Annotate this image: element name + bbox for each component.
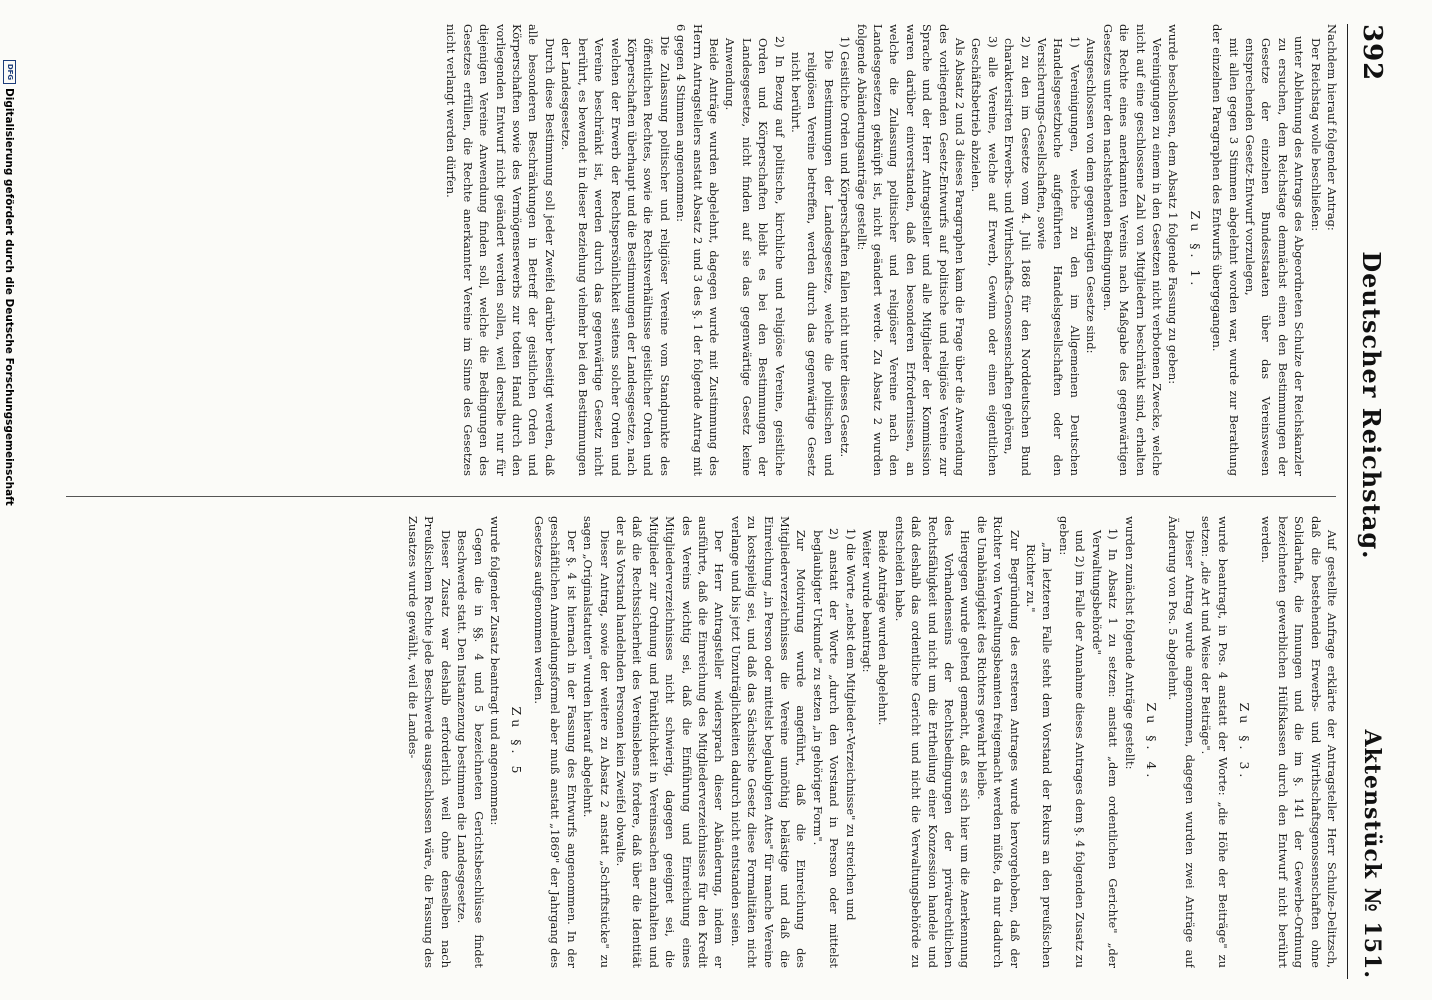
paragraph: 3) alle Vereine, welche auf Erwerb, Gewinn oder einen eigentlichen Geschäftsbetrieb abzielen. [969, 36, 1000, 476]
section-heading: Zu §. 5 [509, 706, 525, 778]
paragraph: „Im letzteren Falle steht dem Vorstand der Rekurs an den preußischen Richter zu." [1024, 542, 1055, 968]
paragraph: Die Bestimmungen der Landesgesetze, welche die politischen und religiösen Vereine betreffen, werden durch das gegenwärtige Gesetz nicht berührt. [789, 50, 836, 476]
paragraph: 1) Vereinigungen, welche zu den im Allgemeinen Deutschen Handelsgesetzbuche aufgeführten Handelsgesellschaften oder den Versicherungs-Gesellschaften, sowie [1035, 36, 1082, 476]
paragraph: Vereinigungen zu einem in den Gesetzen nicht verbotenen Zwecke, welche nicht auf eine geschlossene Zahl von Mitgliedern beschränkt sind, erhalten die Rechte eines anerkannten Vereins nach Maßgabe des gegenwärtigen Gesetzes unter den nachstehenden Bedingungen. [1100, 24, 1164, 476]
page-header [1352, 24, 1392, 979]
paragraph: 2) zu den im Gesetze vom 4. Juli 1868 für den Norddeutschen Bund charakterisirten Erwerbs- und Wirthschafts-Genossenschaften gehören, [1002, 36, 1033, 476]
running-title: Deutscher Reichstag. [1357, 251, 1387, 560]
paragraph: Der Herr Antragsteller widersprach dieser Abänderung, indem er ausführte, daß die Einreichung des Mitgliederverzeichnisses für den Kredit des Vereins wichtig sei, daß die Einführung und Einreichung eines Mitgliederverzeichnisses nicht schwierig, dagegen geeignet sei, die Mitglieder zur Ordnung und Pünktlichkeit in Vereinssachen anzuhalten und daß die Rechtssicherheit des Vereinslebens fordere, daß über die Identität der als Vorstand handelnden Personen kein Zweifel obwalte. [613, 516, 727, 968]
paragraph: Der Reichstag wolle beschließen: [1308, 38, 1323, 232]
paragraph: unter Ablehnung des Antrags des Abgeordneten Schulze der Reichskanzler zu ersuchen, dem Reichstage demnächst einen den Bestimmungen der Gesetze der einzelnen Bundesstaaten über das Vereinswesen entsprechenden Gesetz-Entwurf vorzulegen, [1242, 36, 1307, 476]
digitization-note: Digitalisierung gefördert durch die Deutsche Forschungsgemeinschaft [3, 88, 16, 506]
header-rule [1347, 24, 1348, 979]
paragraph: 1) In Absatz 1 zu setzen: anstatt „dem ordentlichen Gerichte" „der Verwaltungsbehörde" [1089, 528, 1121, 968]
paragraph: 2) anstatt der Worte „durch den Vorstand in Person oder mittelst beglaubigter Urkunde" zu setzen „in gehöriger Form". [810, 528, 842, 968]
paragraph: Zur Motivirung wurde angeführt, daß die Einreichung des Mitgliederverzeichnisses die Vereine unnöthig belästige und daß die Einreichung „in Person oder mittelst beglaubigten Attes" für manche Vereine zu kostspielig sei, und daß das Sächsische Gesetz diese Formalitäten nicht verlange und bis jetzt Unzuträglichkeiten dadurch nicht entstanden seien. [728, 516, 809, 968]
paragraph: Dieser Antrag wurde angenommen, dagegen wurden zwei Anträge auf Änderung von Pos. 5 abgelehnt. [1166, 516, 1197, 968]
column-divider [66, 496, 1336, 497]
paragraph: Auf gestellte Anfrage erklärte der Antragsteller Herr Schulze-Delitzsch, daß die bestehenden Erwerbs- und Wirthschaftsgenossenschaften ohne Solidarhaft, die Innungen und die im §. 141 der Gewerbe-Ordnung bezeichneten gewerblichen Hülfskassen durch den Entwurf nicht berührt werden. [1259, 516, 1339, 968]
dfg-logo-icon: DFG [3, 60, 16, 84]
page-number: 392 [1357, 24, 1387, 82]
section-heading: Zu §. 3. [1236, 702, 1252, 782]
paragraph: Die Zulassung politischer und religiöser Vereine vom Standpunkte des öffentlichen Rechtes, sowie die Rechtsverhältnisse geistlicher Orden und Körperschaften überhaupt und die Bestimmungen der Landesgesetze, nach welchen der Erwerb der Rechtspersönlichkeit seitens solcher Orden und Vereine beschränkt ist, werden durch das gegenwärtige Gesetz nicht berührt, es bewendet in dieser Beziehung vielmehr bei den Bestimmungen der Landesgesetze. [559, 36, 672, 476]
paragraph: wurde beantragt, in Pos. 4 anstatt der Worte: „die Höhe der Beiträge" zu setzen: „die Art und Weise der Beiträge". [1199, 516, 1230, 968]
paragraph: Dieser Zusatz war deshalb erforderlich weil ohne denselben nach Preußischem Rechte jede Beschwerde ausgeschlossen wäre, die Fassung des Zusatzes wurde gewählt, weil die Landes- [406, 516, 453, 968]
paragraph: Als Absatz 2 und 3 dieses Paragraphen kam die Frage über die Anwendung des vorliegenden Gesetz-Entwurfs auf politische und religiöse Vereine zur Sprache und der Herr Antragsteller und alle Mitglieder der Kommission waren darüber einverstanden, daß den besonderen Erfordernissen, an welche die Zulassung politischer und religiöser Vereine nach den Landesgesetzen geknüpft ist, nicht geändert werde. Zu Absatz 2 wurden folgende Abänderungsanträge gestellt: [854, 24, 968, 476]
paragraph: Ausgeschlossen von dem gegenwärtigen Gesetze sind: [1084, 38, 1099, 354]
paragraph: Nachdem hierauf folgender Antrag: [1325, 24, 1339, 231]
paragraph: Zur Begründung des ersteren Antrages wurde hervorgehoben, daß der Richter von Verwaltungsbeamten freigemacht werden müßte, da nur dadurch die Unabhängigkeit des Richters gewahrt bleibe. [974, 516, 1022, 968]
paragraph: Beide Anträge wurden abgelehnt. [876, 530, 891, 726]
paragraph: wurde beschlossen, dem Absatz 1 folgende Fassung zu geben: [1166, 24, 1181, 385]
document-number: Aktenstück № 151. [1359, 729, 1385, 979]
footer [3, 60, 16, 506]
paragraph: Weiter wurde beantragt: [860, 530, 875, 673]
paragraph: wurden zunächst folgende Anträge gestellt: [1122, 516, 1137, 770]
section-heading: Zu §. 1. [1187, 210, 1203, 290]
paragraph: Beide Anträge wurden abgelehnt, dagegen wurde mit Zustimmung des Herrn Antragstellers anstatt Absatz 2 und 3 des §. 1 der folgende Antrag mit 6 gegen 4 Stimmen angenommen: [674, 24, 721, 476]
paragraph: mit allen gegen 3 Stimmen abgelehnt worden war, wurde zur Berathung der einzelnen Paragraphen des Entwurfs übergegangen. [1210, 24, 1241, 476]
paragraph: 1) die Worte „nebst dem Mitglieder-Verzeichnisse" zu streichen und [843, 528, 858, 921]
paragraph: 2) In Bezug auf politische, kirchliche und religiöse Vereine, geistliche Orden und Körperschaften bleibt es bei den Bestimmungen der Landesgesetze, nicht finden auf sie das gegenwärtige Gesetz keine Anwendung. [723, 36, 787, 476]
paragraph: Gegen die in §§. 4 und 5 bezeichneten Gerichtsbeschlüsse findet Beschwerde statt. Den Instanzenzug bestimmen die Landesgesetze. [455, 528, 486, 968]
right-column [60, 516, 1340, 968]
left-column [60, 24, 1340, 476]
paragraph: Dieser Antrag, sowie der weitere zu Absatz 2 anstatt „Schriftstücke" zu sagen „Originalstatuten" wurden hierauf abgelehnt. [581, 516, 612, 968]
paragraph: 1) Geistliche Orden und Körperschaften fallen nicht unter dieses Gesetz. [838, 36, 853, 458]
section-heading: Zu §. 4. [1143, 702, 1159, 782]
paragraph: Hiergegen wurde geltend gemacht, daß es sich hier um die Anerkennung des Vorhandenseins der Rechtsbedingungen der privatrechtlichen Rechtsfähigkeit und nicht um die Ertheilung einer Konzession handele und daß deshalb das ordentliche Gericht und nicht die Verwaltungsbehörde zu entscheiden habe. [892, 516, 973, 968]
paragraph: und 2) im Falle der Annahme dieses Antrages dem §. 4 folgenden Zusatz zu geben: [1056, 516, 1088, 968]
paragraph: Durch diese Bestimmung soll jeder Zweifel darüber beseitigt werden, daß alle besonderen Beschränkungen in Betreff der geistlichen Orden und Körperschaften sowie des Vermögenserwerbs zur todten Hand durch den vorliegenden Entwurf nicht geändert werden sollen, weil derselbe nur für diejenigen Vereine Anwendung finden soll, welche die Bedingungen des Gesetzes erfüllen, die Rechte anerkannter Vereine im Sinne des Gesetzes nicht verlangt werden dürfen. [444, 24, 557, 476]
paragraph: Der §. 4 ist hiernach in der Fassung des Entwurfs angenommen. In der geschäftlichen Anmeldungsformel aber muß anstatt „1869" der Jahrgang des Gesetzes aufgenommen werden. [531, 516, 579, 968]
paragraph: wurde folgender Zusatz beantragt und angenommen: [488, 516, 503, 826]
